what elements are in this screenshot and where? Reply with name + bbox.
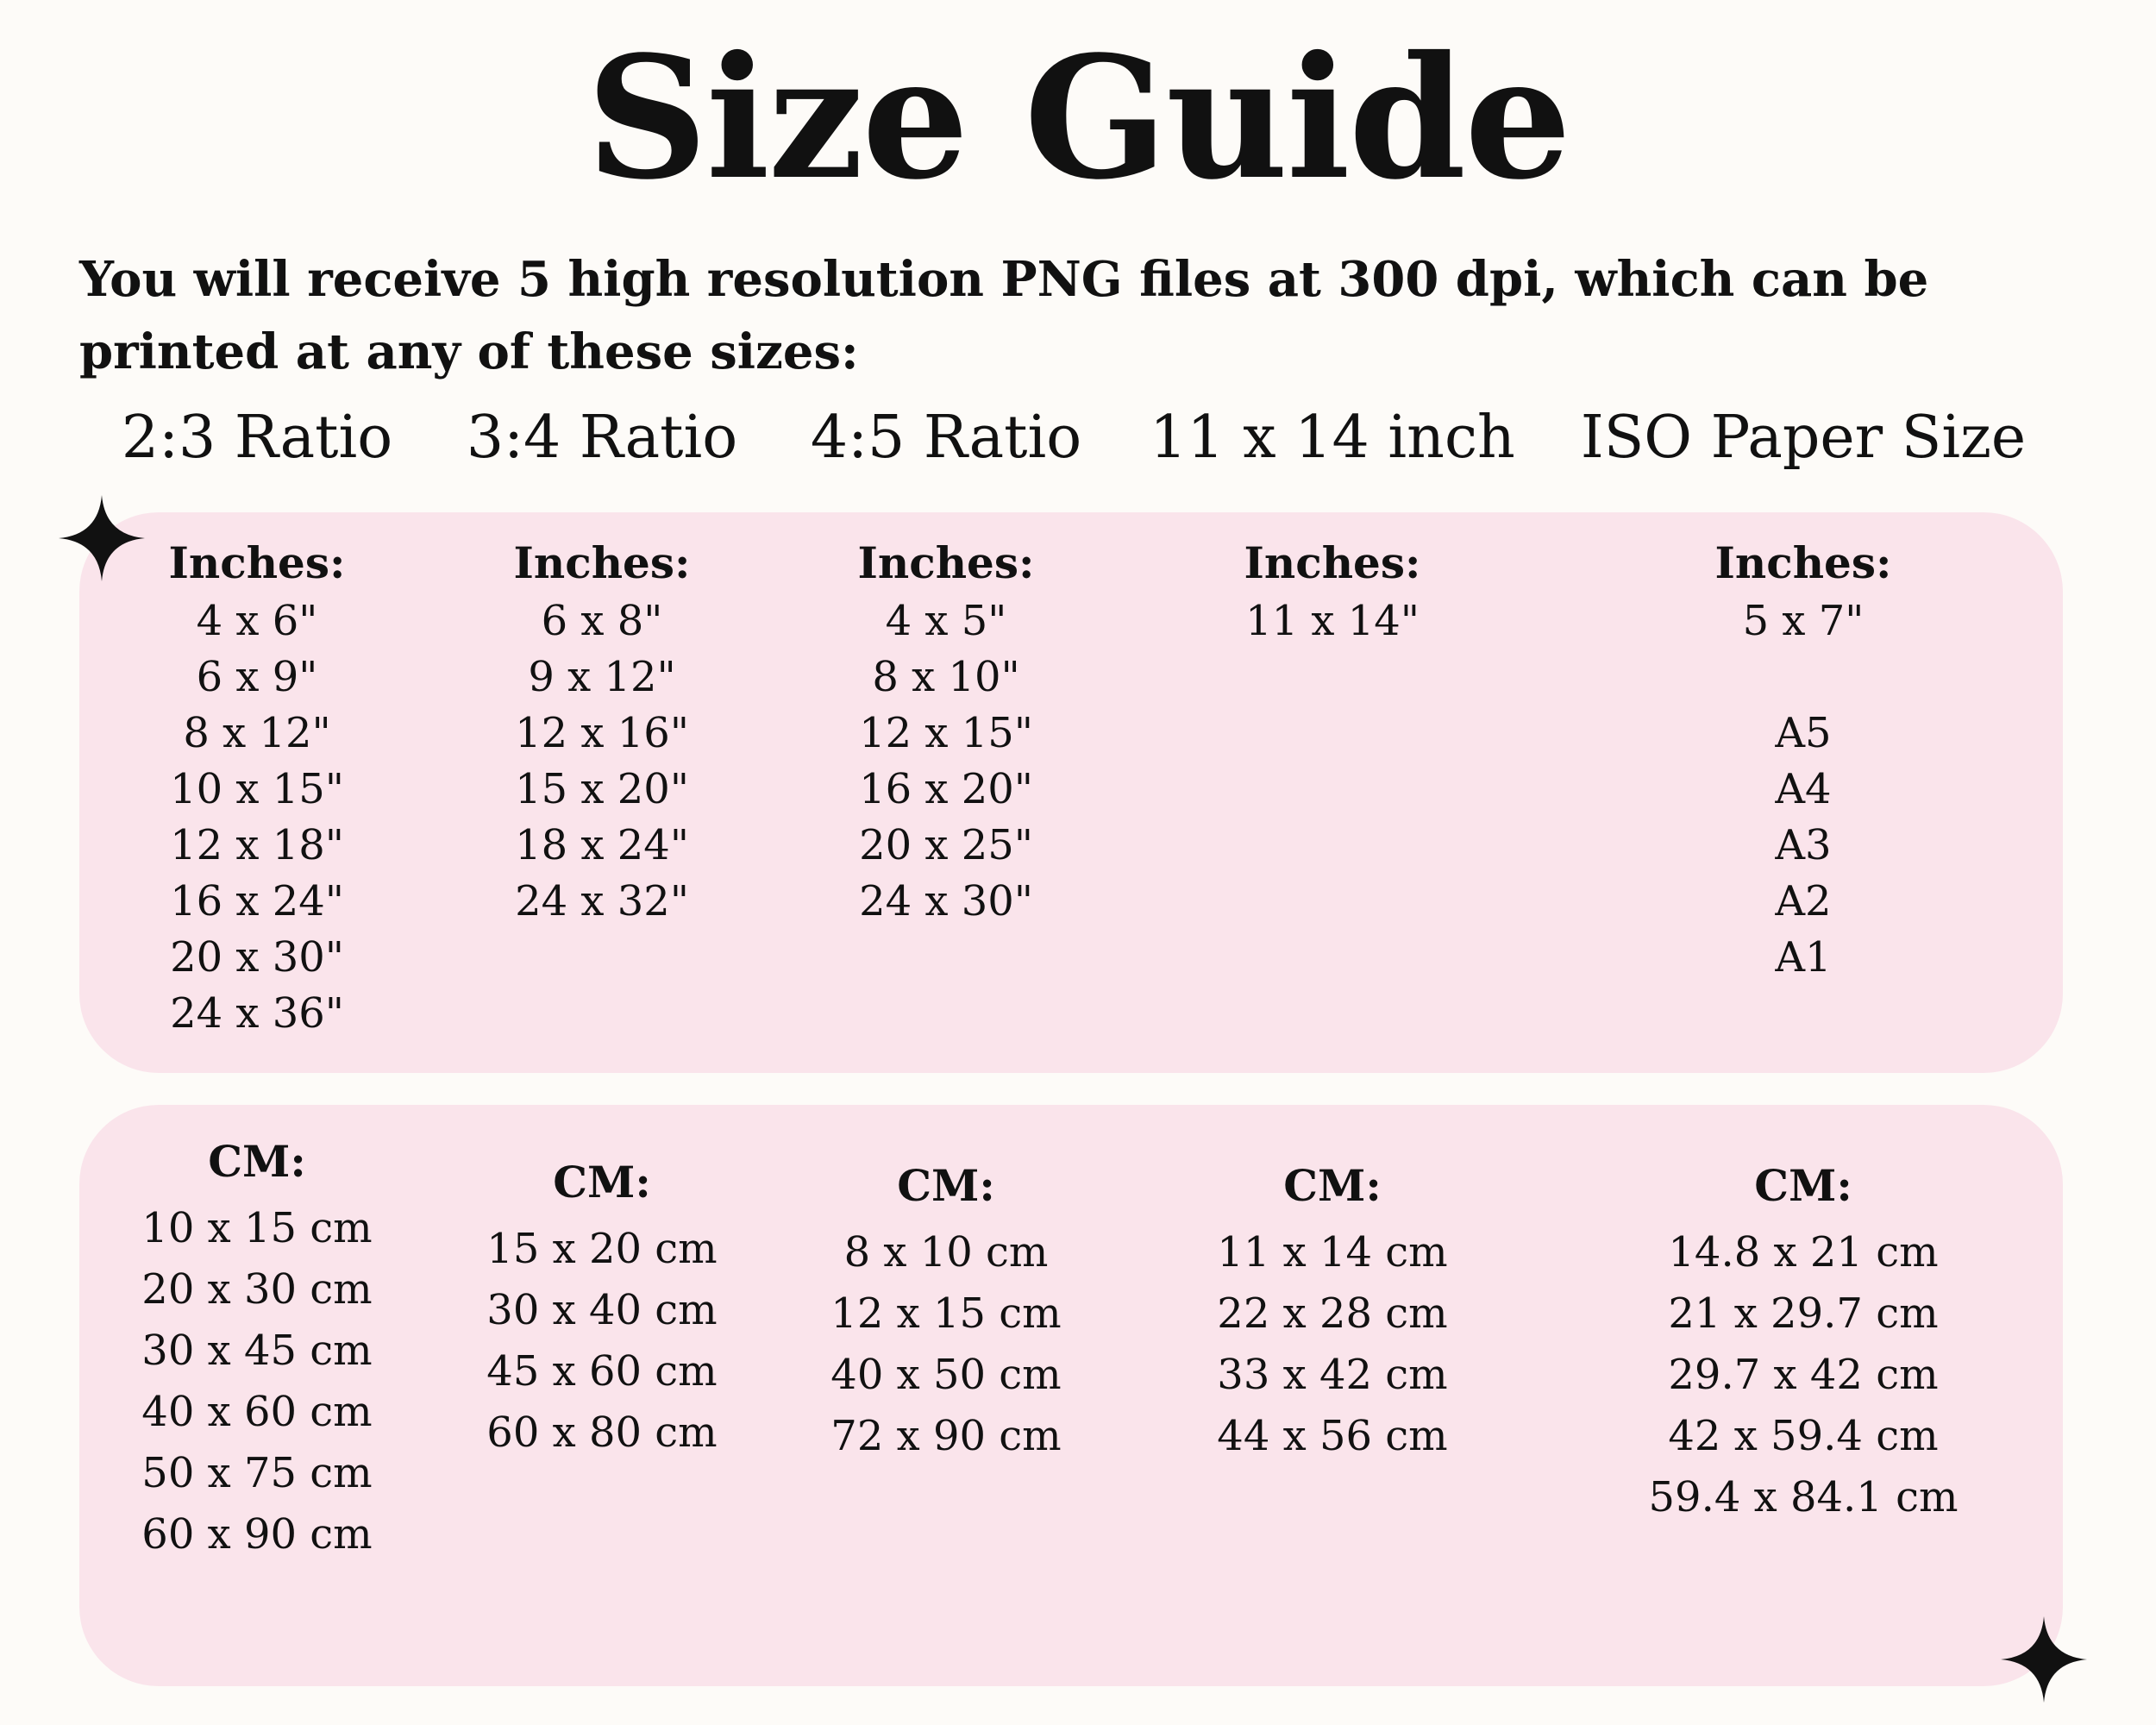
size-entry: 16 x 24" [170,877,344,925]
size-entry: 12 x 15 cm [830,1289,1062,1338]
size-entry: 10 x 15 cm [141,1204,373,1252]
inches-column-iso [1622,512,1984,986]
size-entry: 12 x 16" [515,709,689,757]
size-entry: 60 x 90 cm [141,1510,373,1559]
size-entry: 50 x 75 cm [141,1449,373,1497]
ratio-title-iso: ISO Paper Size [1580,404,2027,472]
size-entry: 20 x 30" [170,933,344,982]
size-entry: 6 x 8" [541,597,663,645]
size-entry: 10 x 15" [170,765,344,813]
cm-column-4-5 [765,1129,1127,1467]
size-entry: 20 x 30 cm [141,1265,373,1314]
size-entry: 22 x 28 cm [1217,1289,1448,1338]
ratio-title-11x14: 11 x 14 inch [1150,404,1515,472]
size-entry: 6 x 9" [196,653,318,701]
inches-label: Inches: [1714,537,1892,588]
size-entry: 12 x 18" [170,821,344,869]
size-entry: 20 x 25" [859,821,1033,869]
inches-panel [79,512,2063,1073]
size-entry: 29.7 x 42 cm [1668,1351,1939,1399]
size-entry: 14.8 x 21 cm [1668,1228,1939,1276]
size-entry: 8 x 10 cm [843,1228,1049,1276]
size-entry: 24 x 30" [859,877,1033,925]
size-entry: 15 x 20" [515,765,689,813]
size-entry: 72 x 90 cm [830,1412,1062,1460]
size-entry [1622,649,1984,706]
ratio-title-4-5: 4:5 Ratio [810,404,1082,472]
cm-label: CM: [208,1136,306,1187]
size-entry: A3 [1775,821,1832,869]
size-entry: 12 x 15" [859,709,1033,757]
size-entry: A1 [1775,933,1832,982]
inches-column-4-5 [765,512,1127,930]
size-entry: 4 x 5" [885,597,1007,645]
size-entry: 40 x 50 cm [830,1351,1062,1399]
size-entry: 24 x 36" [170,989,344,1038]
page-title: Size Guide [586,19,1570,216]
size-entry: 60 x 80 cm [486,1408,718,1457]
intro-text: You will receive 5 high resolution PNG files at 300 dpi, which can be printed at any of these sizes: [79,251,1929,380]
size-entry: 11 x 14 cm [1217,1228,1448,1276]
size-entry: 16 x 20" [859,765,1033,813]
size-entry: 8 x 10" [872,653,1020,701]
size-entry: A4 [1775,765,1832,813]
ratio-headers [0,404,2156,481]
inches-label: Inches: [1244,537,1421,588]
cm-label: CM: [897,1160,995,1211]
size-entry: 5 x 7" [1742,597,1865,645]
cm-column-2-3 [76,1105,438,1565]
cm-column-11x14 [1151,1129,1514,1467]
size-entry: 9 x 12" [528,653,676,701]
size-entry: 24 x 32" [515,877,689,925]
cm-column-3-4 [421,1126,783,1464]
size-entry: A5 [1775,709,1832,757]
size-entry: 42 x 59.4 cm [1668,1412,1939,1460]
size-entry: 8 x 12" [183,709,331,757]
size-entry: 21 x 29.7 cm [1668,1289,1939,1338]
cm-label: CM: [1283,1160,1382,1211]
inches-label: Inches: [168,537,346,588]
size-entry: 30 x 40 cm [486,1286,718,1334]
size-entry: 59.4 x 84.1 cm [1648,1473,1959,1521]
cm-label: CM: [553,1157,651,1208]
cm-label: CM: [1754,1160,1852,1211]
inches-column-3-4 [421,512,783,930]
size-entry: 11 x 14" [1245,597,1420,645]
ratio-title-2-3: 2:3 Ratio [121,404,393,472]
size-entry: 40 x 60 cm [141,1388,373,1436]
size-entry: A2 [1775,877,1832,925]
size-entry: 15 x 20 cm [486,1225,718,1273]
cm-panel [79,1105,2063,1686]
size-entry: 33 x 42 cm [1217,1351,1448,1399]
cm-column-iso [1622,1129,1984,1528]
size-entry: 18 x 24" [515,821,689,869]
inches-label: Inches: [513,537,691,588]
size-entry: 45 x 60 cm [486,1347,718,1396]
ratio-title-3-4: 3:4 Ratio [466,404,738,472]
size-entry: 4 x 6" [196,597,318,645]
four-point-star-icon [2001,1616,2087,1703]
size-entry: 44 x 56 cm [1217,1412,1448,1460]
inches-label: Inches: [857,537,1035,588]
four-point-star-icon [59,495,145,581]
inches-column-11x14 [1151,512,1514,649]
inches-column-2-3 [76,512,438,1042]
size-entry: 30 x 45 cm [141,1327,373,1375]
